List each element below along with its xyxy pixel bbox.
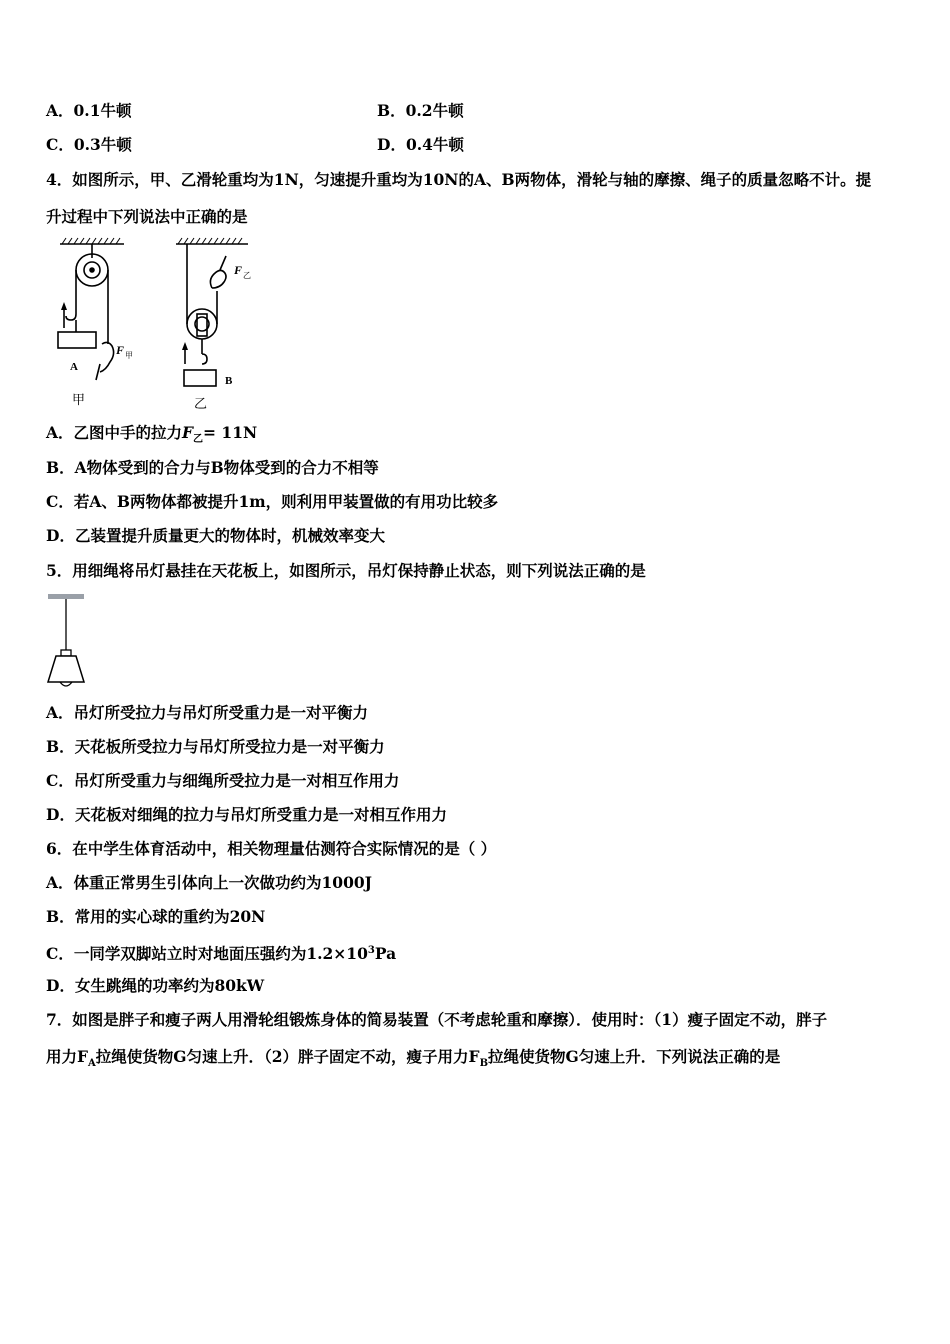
label-A: A xyxy=(70,361,78,373)
label-F-yi: F xyxy=(234,263,243,277)
label-F-yi-sub: 乙 xyxy=(243,271,251,280)
q6-option-a: A．体重正常男生引体向上一次做功约为1000J xyxy=(46,873,373,892)
q5-option-a: A．吊灯所受拉力与吊灯所受重力是一对平衡力 xyxy=(46,703,369,722)
q3-option-d: D．0.4牛顿 xyxy=(377,135,464,154)
label-yi: 乙 xyxy=(194,397,208,412)
label-B: B xyxy=(225,375,233,387)
q6-stem: 6．在中学生体育活动中，相关物理量估测符合实际情况的是（ ） xyxy=(46,839,497,858)
label-F-jia-sub: 甲 xyxy=(125,351,133,360)
q6-option-d: D．女生跳绳的功率约为80kW xyxy=(46,976,265,995)
q5-option-d: D．天花板对细绳的拉力与吊灯所受重力是一对相互作用力 xyxy=(46,805,447,824)
q4-option-b: B．A物体受到的合力与B物体受到的合力不相等 xyxy=(46,458,379,477)
q5-stem: 5．用细绳将吊灯悬挂在天花板上，如图所示，吊灯保持静止状态，则下列说法正确的是 xyxy=(46,561,646,580)
label-jia: 甲 xyxy=(72,393,86,408)
q3-option-a: A．0.1牛顿 xyxy=(46,101,132,120)
q4-option-c: C．若A、B两物体都被提升1m，则利用甲装置做的有用功比较多 xyxy=(46,492,499,511)
q5-option-c: C．吊灯所受重力与细绳所受拉力是一对相互作用力 xyxy=(46,771,400,790)
q3-option-c: C．0.3牛顿 xyxy=(46,135,132,154)
label-F-jia: F xyxy=(116,343,125,357)
q7-stem-line2: 用力$F_A$拉绳使货物G匀速上升．（2）胖子固定不动，瘦子用力$F_B$拉绳使货物G匀速上升．下列说法正确的是 xyxy=(46,1047,781,1070)
q5-lamp-figure xyxy=(42,592,92,692)
q7-stem-line1: 7．如图是胖子和瘦子两人用滑轮组锻炼身体的简易装置（不考虑轮重和摩擦）．使用时：（1）瘦子固定不动，胖子 xyxy=(46,1010,828,1029)
q4-option-a: A．乙图中手的拉力$F_乙= 11N$ xyxy=(46,423,258,446)
q4-pulley-figure xyxy=(52,236,272,412)
q4-stem-line1: 4．如图所示，甲、乙滑轮重均为1N，匀速提升重均为10N的A、B两物体，滑轮与轴的摩擦、绳子的质量忽略不计。提 xyxy=(46,170,872,189)
q6-option-b: B．常用的实心球的重约为20N xyxy=(46,907,266,926)
q3-option-b: B．0.2牛顿 xyxy=(377,101,464,120)
q4-option-d: D．乙装置提升质量更大的物体时，机械效率变大 xyxy=(46,526,385,545)
q4-stem-line2: 升过程中下列说法中正确的是 xyxy=(46,207,248,226)
q5-option-b: B．天花板所受拉力与吊灯所受拉力是一对平衡力 xyxy=(46,737,385,756)
q6-option-c: C．一同学双脚站立时对地面压强约为$1.2\times 10^3Pa$ xyxy=(46,944,397,964)
